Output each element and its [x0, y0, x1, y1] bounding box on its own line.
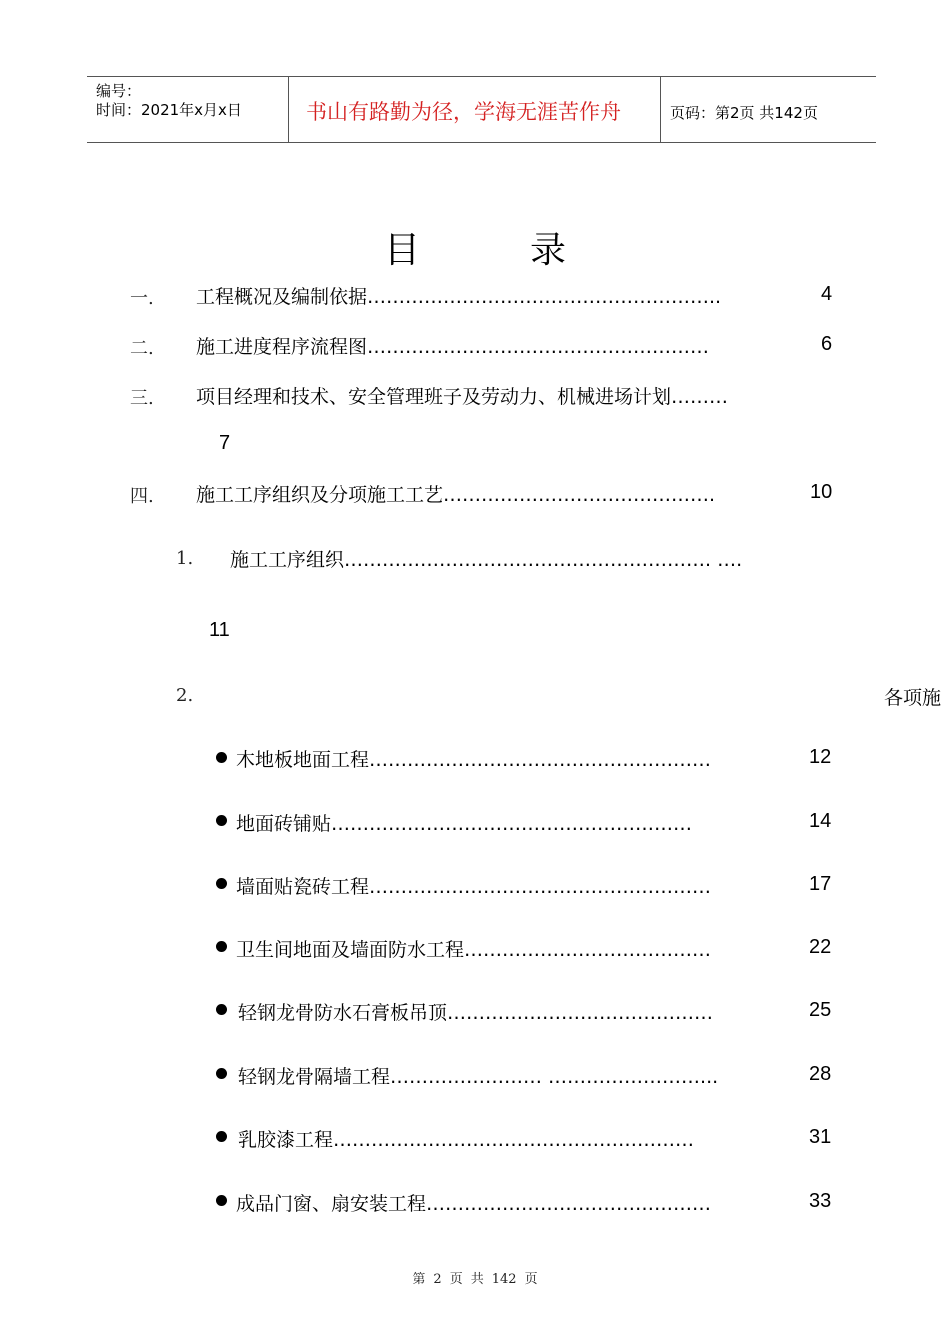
toc-item-2-num: 二.	[130, 338, 154, 359]
toc-bullet-4-text[interactable]: 卫生间地面及墙面防水工程…………………………………	[236, 939, 712, 961]
toc-bullet-1-page: 12	[809, 746, 832, 768]
toc-bullet-3-text[interactable]: 墙面贴瓷砖工程………………………………………………	[236, 876, 712, 898]
toc-item-4-text[interactable]: 施工工序组织及分项施工工艺…………………………………….	[196, 484, 716, 506]
toc-sub-2-text[interactable]: 各项施	[884, 687, 942, 709]
footer-c: 页	[449, 1272, 463, 1287]
toc-item-1-page: 4	[821, 283, 833, 305]
footer-page-current: 2	[433, 1272, 442, 1287]
toc-item-1-num: 一.	[130, 288, 154, 309]
footer-f: 页	[524, 1272, 538, 1287]
bullet-dot-icon	[216, 1004, 227, 1015]
toc-item-4-num: 四.	[130, 486, 154, 507]
toc-bullet-8-page: 33	[809, 1190, 832, 1212]
toc-item-2-text[interactable]: 施工进度程序流程图………………………………………………	[196, 336, 710, 358]
header-top-rule	[87, 76, 876, 77]
header-divider-1	[288, 76, 289, 142]
page-footer	[0, 1268, 950, 1287]
bullet-dot-icon	[216, 878, 227, 889]
header-number-label: 编号：	[96, 82, 142, 100]
toc-sub-1-page: 11	[209, 619, 230, 641]
header-bottom-rule	[87, 142, 876, 143]
toc-item-3-text[interactable]: 项目经理和技术、安全管理班子及劳动力、机械进场计划………	[196, 386, 729, 408]
toc-item-1-text[interactable]: 工程概况及编制依据………………………………………………..	[196, 286, 722, 308]
toc-bullet-7-text[interactable]: 乳胶漆工程…………………………………………………	[238, 1129, 695, 1151]
toc-bullet-3-page: 17	[809, 873, 832, 895]
toc-bullet-6-text[interactable]: 轻钢龙骨隔墙工程…………………… ……………………...	[238, 1066, 719, 1088]
toc-bullet-2-page: 14	[809, 810, 832, 832]
toc-bullet-7-page: 31	[809, 1126, 832, 1148]
bullet-dot-icon	[216, 1195, 227, 1206]
bullet-dot-icon	[216, 941, 227, 952]
footer-page-total: 142	[491, 1272, 517, 1287]
toc-bullet-2-text[interactable]: 地面砖铺贴…………………………………………………	[236, 813, 693, 835]
toc-item-3-page: 7	[219, 432, 231, 454]
bullet-dot-icon	[216, 1068, 227, 1079]
header-page-info: 页码：第2页 共142页	[670, 104, 818, 122]
toc-item-3-num: 三.	[130, 388, 154, 409]
toc-bullet-8-text[interactable]: 成品门窗、扇安装工程………………………………………	[236, 1193, 712, 1215]
toc-bullet-4-page: 22	[809, 936, 832, 958]
bullet-dot-icon	[216, 1131, 227, 1142]
header-time-label: 时间：2021年x月x日	[96, 101, 242, 119]
toc-sub-2-num: 2.	[176, 685, 194, 706]
footer-d: 共	[470, 1272, 484, 1287]
footer-a: 第	[412, 1272, 426, 1287]
toc-item-2-page: 6	[821, 333, 833, 355]
toc-sub-1-num: 1.	[176, 548, 194, 569]
toc-sub-1-text[interactable]: 施工工序组织…………………………………………………. ….	[230, 549, 743, 571]
toc-item-4-page: 10	[810, 481, 833, 503]
bullet-dot-icon	[216, 752, 227, 763]
toc-bullet-6-page: 28	[809, 1063, 832, 1085]
bullet-dot-icon	[216, 815, 227, 826]
page-title: 目录	[383, 230, 676, 271]
toc-bullet-5-page: 25	[809, 999, 832, 1021]
header-motto: 书山有路勤为径，学海无涯苦作舟	[306, 100, 621, 124]
toc-bullet-1-text[interactable]: 木地板地面工程………………………………………………	[236, 749, 712, 771]
header-divider-2	[660, 76, 661, 142]
toc-bullet-5-text[interactable]: 轻钢龙骨防水石膏板吊顶……………………………………	[238, 1002, 714, 1024]
